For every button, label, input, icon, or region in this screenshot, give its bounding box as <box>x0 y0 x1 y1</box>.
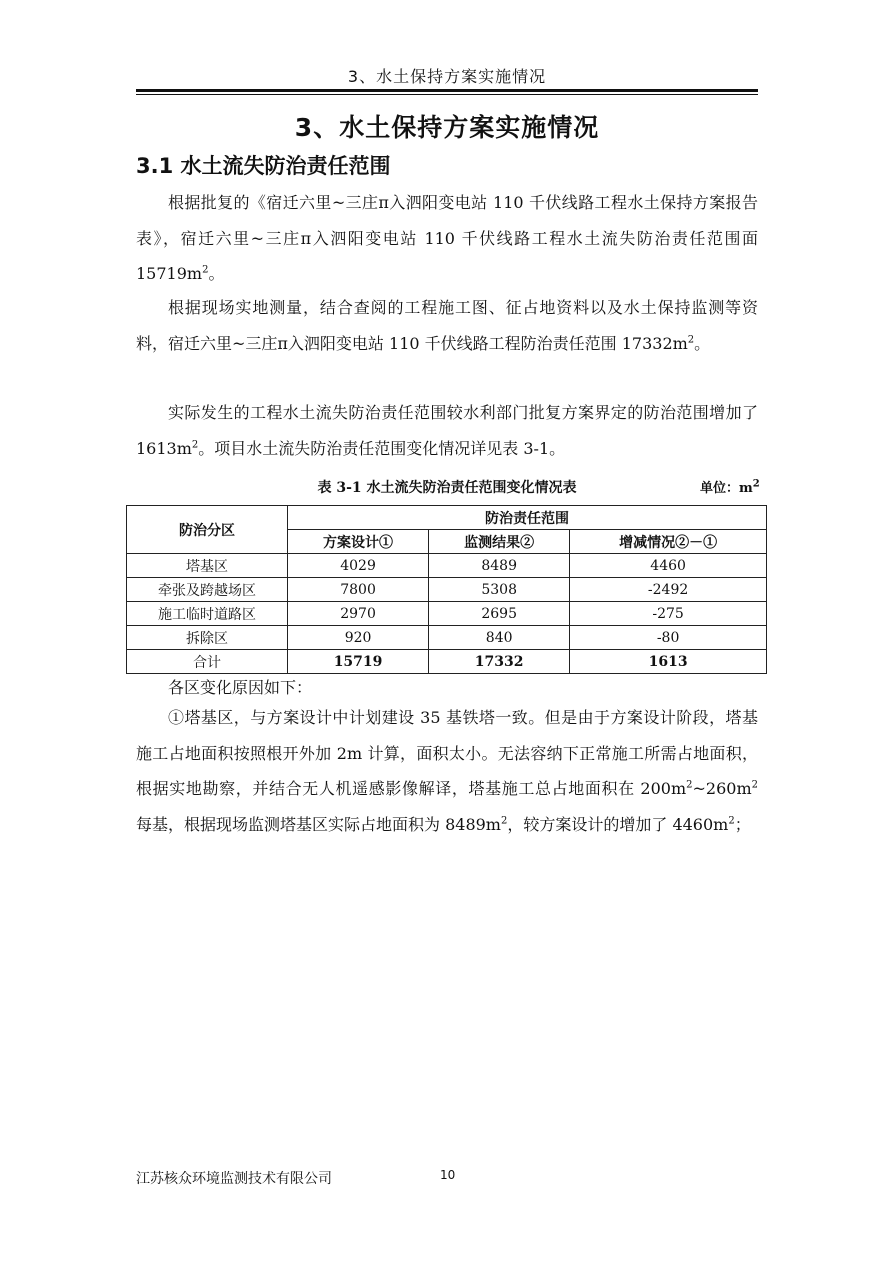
table-row <box>127 602 767 626</box>
running-header: 3、水土保持方案实施情况 <box>347 67 547 86</box>
page-number: 10 <box>440 1168 456 1182</box>
cell-zone: 拆除区 <box>127 626 288 650</box>
cell-change: -2492 <box>570 578 767 602</box>
table-caption: 表 3-1 水土流失防治责任范围变化情况表 <box>317 480 577 496</box>
table-unit: 单位：$m^2$ <box>700 478 760 496</box>
paragraph-approved-scope: 根据批复的《宿迁六里~三庄π入泗阳变电站 110 千伏线路工程水土保持方案报告表》，宿迁六里~三庄π入泗阳变电站 110 千伏线路工程水土流失防治责任范围面 $15719m^2$。 <box>136 193 758 283</box>
paragraph-scope-change: 实际发生的工程水土流失防治责任范围较水利部门批复方案界定的防治范围增加了 $1613m^2$。项目水土流失防治责任范围变化情况详见表 3-1。 <box>136 403 758 458</box>
paragraph-reasons-intro: 各区变化原因如下： <box>168 678 313 697</box>
header-rule <box>136 89 758 92</box>
section-title: 3.1 水土流失防治责任范围 <box>136 154 391 178</box>
cell-plan: 2970 <box>288 602 429 626</box>
header-group: 防治责任范围 <box>288 506 767 530</box>
cell-monitor: 840 <box>429 626 570 650</box>
header-zone: 防治分区 <box>127 506 288 554</box>
cell-zone: 合计 <box>127 650 288 674</box>
footer-company: 江苏核众环境监测技术有限公司 <box>136 1171 332 1187</box>
header-rule-thin <box>136 94 758 95</box>
cell-change-total: 1613 <box>570 650 767 674</box>
cell-zone: 施工临时道路区 <box>127 602 288 626</box>
table-row <box>127 626 767 650</box>
table-row <box>127 554 767 578</box>
cell-monitor-total: 17332 <box>429 650 570 674</box>
header-plan: 方案设计① <box>288 530 429 554</box>
header-monitor: 监测结果② <box>429 530 570 554</box>
cell-plan: 7800 <box>288 578 429 602</box>
cell-change: -80 <box>570 626 767 650</box>
cell-monitor: 8489 <box>429 554 570 578</box>
table-header-row <box>127 506 767 530</box>
responsibility-scope-table <box>126 505 767 674</box>
cell-plan: 920 <box>288 626 429 650</box>
cell-monitor: 2695 <box>429 602 570 626</box>
cell-zone: 塔基区 <box>127 554 288 578</box>
cell-monitor: 5308 <box>429 578 570 602</box>
chapter-title: 3、水土保持方案实施情况 <box>294 113 600 142</box>
paragraph-measured-scope: 根据现场实地测量，结合查阅的工程施工图、征占地资料以及水土保持监测等资料，宿迁六里~三庄π入泗阳变电站 110 千伏线路工程防治责任范围 $17332m^2$。 <box>136 298 758 353</box>
table-row <box>127 578 767 602</box>
cell-zone: 牵张及跨越场区 <box>127 578 288 602</box>
header-change: 增减情况②－① <box>570 530 767 554</box>
cell-change: -275 <box>570 602 767 626</box>
cell-change: 4460 <box>570 554 767 578</box>
paragraph-tower-base-reason: ①塔基区，与方案设计中计划建设 35 基铁塔一致。但是由于方案设计阶段，塔基施工占地面积按照根开外加 2m 计算，面积太小。无法容纳下正常施工所需占地面积，根据实地勘察，并结合无人机遥感影像解译，塔基施工总占地面积在 $200m^2\sim 260m^2$ 每基，根据现场监测塔基区实际占地面积为 $8489m^2$，较方案设计的增加了 $4460m^2$； <box>136 708 758 834</box>
cell-plan: 4029 <box>288 554 429 578</box>
cell-plan-total: 15719 <box>288 650 429 674</box>
